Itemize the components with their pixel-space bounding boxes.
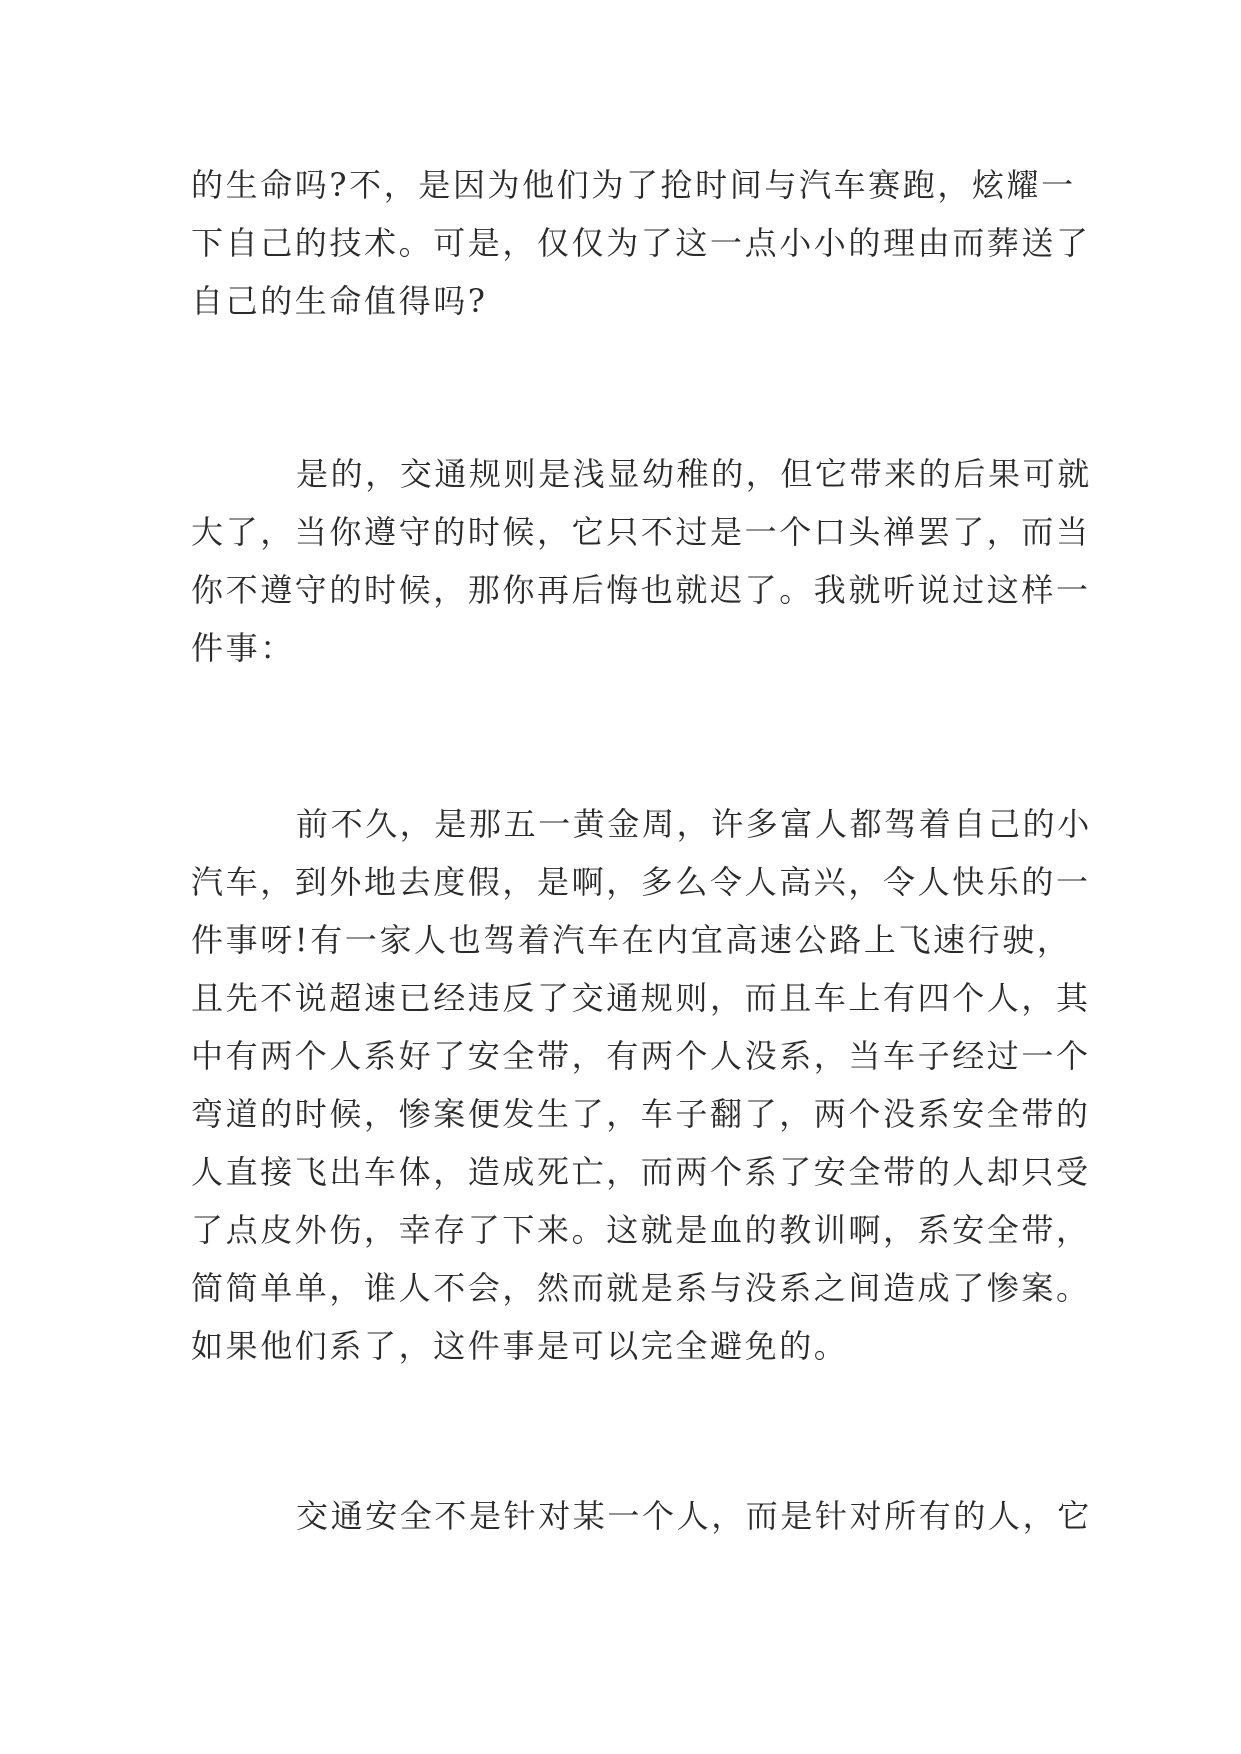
text-line: 前不久，是那五一黄金周，许多富人都驾着自己的小	[296, 805, 1092, 843]
text-line: 如果他们系了，这件事是可以完全避免的。	[191, 1327, 849, 1365]
text-line: 的生命吗?不，是因为他们为了抢时间与汽车赛跑，炫耀一	[191, 166, 1076, 204]
text-line: 自己的生命值得吗?	[191, 282, 488, 320]
paragraph-1	[191, 156, 1091, 330]
text-line: 你不遵守的时候，那你再后悔也就迟了。我就听说过这样一	[191, 571, 1091, 609]
paragraph-3	[191, 795, 1092, 1375]
text-line: 是的，交通规则是浅显幼稚的，但它带来的后果可就	[296, 455, 1092, 493]
text-line: 且先不说超速已经违反了交通规则，而且车上有四个人，其	[191, 979, 1091, 1017]
text-line: 了点皮外伤，幸存了下来。这就是血的教训啊，系安全带，	[191, 1211, 1091, 1249]
text-line: 件事呀!有一家人也驾着汽车在内宜高速公路上飞速行驶，	[191, 921, 1072, 959]
text-line: 简简单单，谁人不会，然而就是系与没系之间造成了惨案。	[191, 1269, 1091, 1307]
text-line: 交通安全不是针对某一个人，而是针对所有的人，它	[296, 1497, 1092, 1535]
text-line: 弯道的时候，惨案便发生了，车子翻了，两个没系安全带的	[191, 1095, 1091, 1133]
paragraph-2	[191, 445, 1092, 677]
paragraph-4	[191, 1487, 1092, 1545]
text-line: 件事：	[191, 629, 295, 667]
text-line: 大了，当你遵守的时候，它只不过是一个口头禅罢了，而当	[191, 513, 1091, 551]
text-line: 人直接飞出车体，造成死亡，而两个系了安全带的人却只受	[191, 1153, 1091, 1191]
text-line: 汽车，到外地去度假，是啊，多么令人高兴，令人快乐的一	[191, 863, 1091, 901]
text-line: 下自己的技术。可是，仅仅为了这一点小小的理由而葬送了	[191, 224, 1091, 262]
text-line: 中有两个人系好了安全带，有两个人没系，当车子经过一个	[191, 1037, 1091, 1075]
